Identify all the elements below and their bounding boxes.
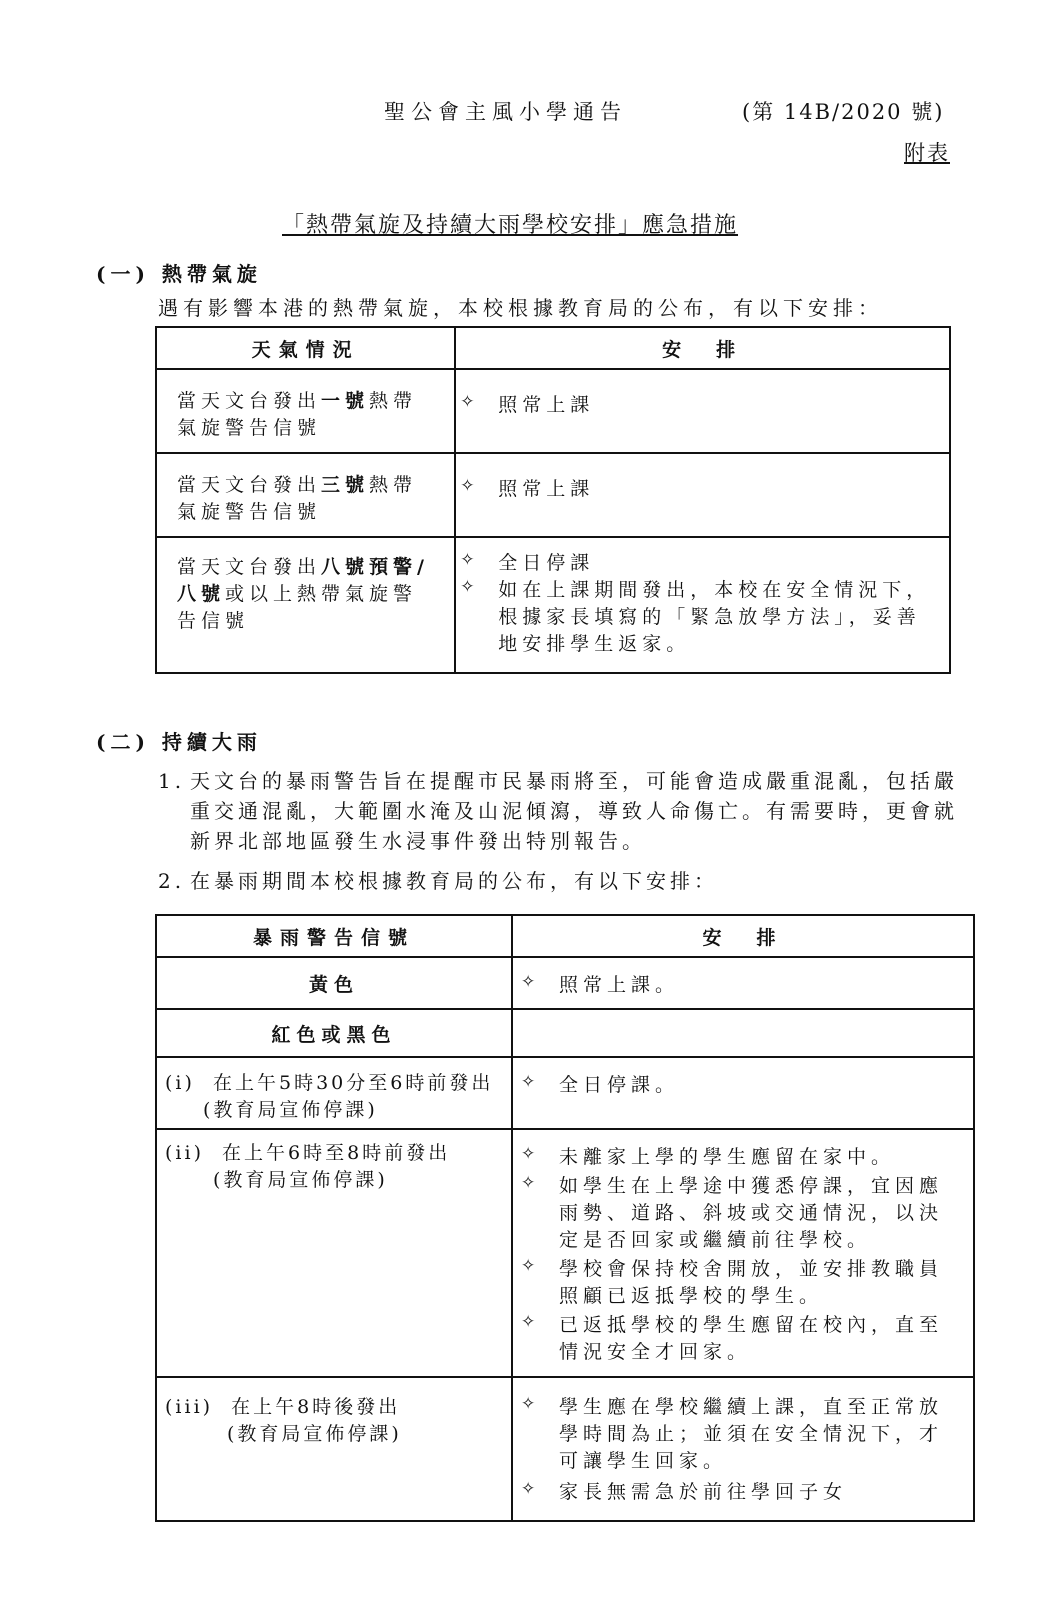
rainstorm-table <box>155 914 975 1522</box>
section2-paragraph-2: 2. 在暴雨期間本校根據教育局的公布，有以下安排： <box>158 869 718 893</box>
list-item: ✧ 照常上課 <box>460 392 939 419</box>
table-row <box>156 1129 974 1377</box>
condition-note: (教育局宣佈停課) <box>227 1423 402 1445</box>
list-item: ✧ 全日停課 <box>460 550 939 577</box>
four-pointed-star-icon: ✧ <box>520 972 536 992</box>
school-notice-title: 聖公會主風小學通告 <box>384 100 627 124</box>
condition-text: (iii) 在上午8時後發出 <box>165 1396 401 1418</box>
typhoon-header-condition: 天氣情況 <box>156 327 455 369</box>
condition-note: (教育局宣佈停課) <box>203 1099 378 1121</box>
table-row <box>156 453 950 537</box>
four-pointed-star-icon: ✧ <box>520 1479 536 1499</box>
table-row <box>156 1009 974 1057</box>
condition-text: 當天文台發出三號熱帶氣旋警告信號 <box>177 474 418 523</box>
list-item: ✧ 學校會保持校舍開放，並安排教職員照顧已返抵學校的學生。 <box>521 1256 963 1310</box>
section2-paragraph-1: 1. 天文台的暴雨警告旨在提醒市民暴雨將至，可能會造成嚴重混亂，包括嚴重交通混亂，大範圍水淹及山泥傾瀉，導致人命傷亡。有需要時，更會就新界北部地區發生水浸事件發出特別報告。 <box>158 769 958 853</box>
table-row <box>156 1377 974 1521</box>
condition-text: (i) 在上午5時30分至6時前發出 <box>165 1072 494 1094</box>
list-item: ✧ 全日停課。 <box>521 1072 963 1099</box>
section1-heading: (一) 熱帶氣旋 <box>96 262 262 286</box>
four-pointed-star-icon: ✧ <box>460 550 475 570</box>
list-item: ✧ 照常上課。 <box>521 972 963 999</box>
condition-note: (教育局宣佈停課) <box>213 1169 388 1191</box>
yellow-signal-label: 黃色 <box>156 957 512 1009</box>
four-pointed-star-icon: ✧ <box>520 1144 536 1164</box>
four-pointed-star-icon: ✧ <box>520 1256 536 1276</box>
list-item: ✧ 如學生在上學途中獲悉停課，宜因應雨勢、道路、斜坡或交通情況，以決定是否回家或繼續前往學校。 <box>521 1173 963 1254</box>
rainstorm-header-signal: 暴雨警告信號 <box>156 915 512 957</box>
typhoon-header-arrangement: 安 排 <box>455 327 950 369</box>
four-pointed-star-icon: ✧ <box>460 476 475 496</box>
four-pointed-star-icon: ✧ <box>520 1072 536 1092</box>
rainstorm-header-arrangement: 安 排 <box>512 915 974 957</box>
table-row <box>156 537 950 673</box>
condition-text: (ii) 在上午6時至8時前發出 <box>165 1142 451 1164</box>
list-item: ✧ 如在上課期間發出，本校在安全情況下，根據家長填寫的「緊急放學方法」，妥善地安排學生返家。 <box>460 577 939 658</box>
typhoon-table <box>155 326 951 674</box>
list-item: ✧ 照常上課 <box>460 476 939 503</box>
attachment-label: 附表 <box>904 141 950 165</box>
list-item: ✧ 家長無需急於前往學回子女 <box>521 1479 963 1506</box>
list-item: ✧ 已返抵學校的學生應留在校內，直至情況安全才回家。 <box>521 1312 963 1366</box>
section1-intro: 遇有影響本港的熱帶氣旋，本校根據教育局的公布，有以下安排： <box>158 296 883 320</box>
four-pointed-star-icon: ✧ <box>520 1173 536 1193</box>
four-pointed-star-icon: ✧ <box>520 1394 536 1414</box>
four-pointed-star-icon: ✧ <box>460 392 475 412</box>
table-row <box>156 1057 974 1129</box>
four-pointed-star-icon: ✧ <box>520 1312 536 1332</box>
table-row <box>156 957 974 1009</box>
list-item: ✧ 未離家上學的學生應留在家中。 <box>521 1144 963 1171</box>
list-item: ✧ 學生應在學校繼續上課，直至正常放學時間為止；並須在安全情況下，才可讓學生回家。 <box>521 1394 963 1475</box>
condition-text: 當天文台發出一號熱帶氣旋警告信號 <box>177 390 418 439</box>
four-pointed-star-icon: ✧ <box>460 577 475 597</box>
table-row <box>156 369 950 453</box>
document-title: 「熱帶氣旋及持續大雨學校安排」應急措施 <box>282 213 739 238</box>
red-black-signal-label: 紅色或黑色 <box>156 1009 512 1057</box>
section2-heading: (二) 持續大雨 <box>96 730 262 754</box>
condition-text: 當天文台發出八號預警/八號或以上熱帶氣旋警告信號 <box>177 556 429 632</box>
notice-number: (第 14B/2020 號) <box>742 100 945 124</box>
